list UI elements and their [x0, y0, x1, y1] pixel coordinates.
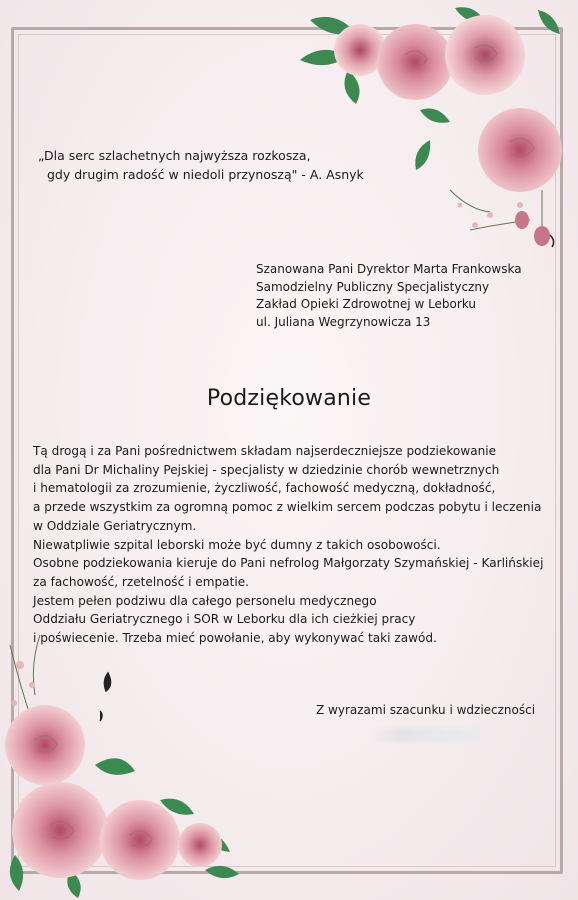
body-line: Osobne podziekowania kieruje do Pani nefrolog Małgorzaty Szymańskiej - Karlińskiej	[33, 556, 544, 571]
body-line: i hematologii za zrozumienie, życzliwość, fachowość medyczną, dokładność,	[33, 481, 496, 496]
body-line: Tą drogą i za Pani pośrednictwem składam najserdeczniejsze podziekowanie	[33, 444, 497, 458]
body-line: a przede wszystkim za ogromną pomoc z wielkim sercem podczas pobytu i leczenia	[33, 500, 542, 515]
redacted-signature	[372, 728, 492, 742]
body-line: w Oddziale Geriatrycznym.	[33, 518, 197, 533]
body-line: za fachowość, rzetelność i empatie.	[33, 574, 249, 589]
recipient-address	[256, 261, 522, 331]
letter-title: Podziękowanie	[206, 386, 372, 411]
quote-line-2: gdy drugim radość w niedoli przynoszą" - A. Asnyk	[47, 167, 364, 182]
body-line: Niewatpliwie szpital leborski może być dumny z takich osobowości.	[33, 537, 441, 552]
letter-body	[33, 442, 543, 648]
body-line: Jestem pełen podziwu dla całego personelu medycznego	[33, 593, 377, 608]
recipient-line-3: Zakład Opieki Zdrowotnej w Leborku	[256, 297, 477, 311]
body-line: dla Pani Dr Michaliny Pejskiej - specjalisty w dziedzinie chorób wewnetrznych	[33, 462, 500, 477]
closing-salutation: Z wyrazami szacunku i wdzieczności	[316, 703, 536, 717]
body-line: i poświecenie. Trzeba mieć powołanie, aby wykonywać taki zawód.	[33, 631, 437, 646]
recipient-line-1: Szanowana Pani Dyrektor Marta Frankowska	[256, 262, 522, 276]
body-line: Oddziału Geriatrycznego i SOR w Leborku dla ich cieżkiej pracy	[33, 612, 416, 627]
recipient-line-4: ul. Juliana Wegrzynowicza 13	[256, 314, 431, 329]
quote-line-1: „Dla serc szlachetnych najwyższa rozkosza,	[38, 148, 311, 163]
recipient-line-2: Samodzielny Publiczny Specjalistyczny	[256, 279, 490, 294]
quote-epigraph	[38, 146, 364, 184]
